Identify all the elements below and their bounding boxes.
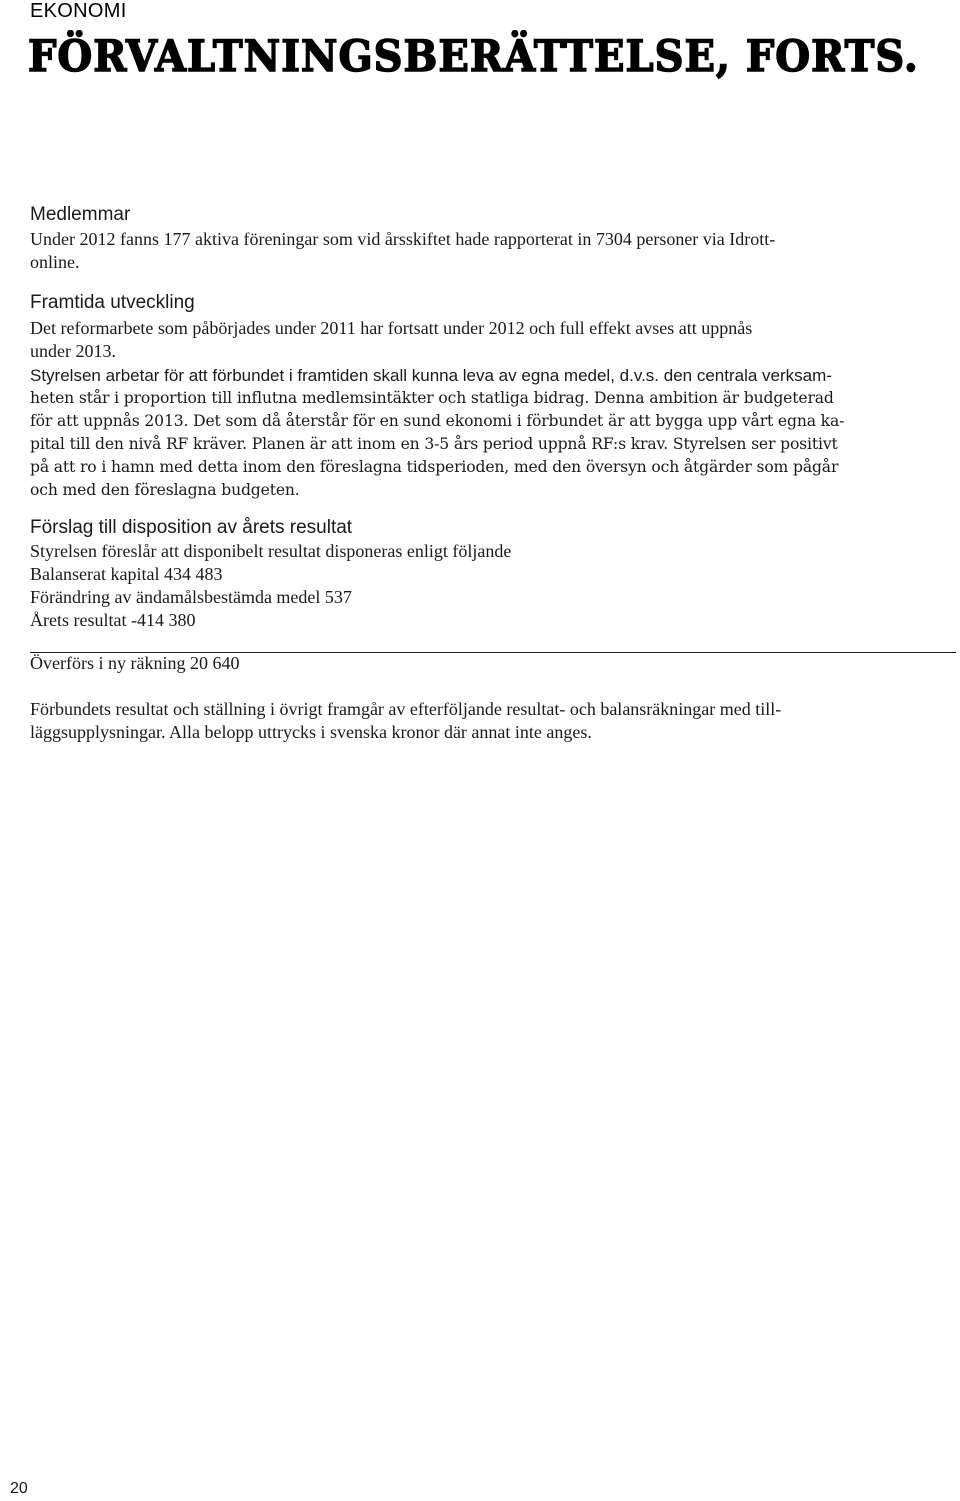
members-section <box>30 204 960 274</box>
members-heading: Medlemmar <box>30 204 131 225</box>
members-line: online. <box>30 252 80 272</box>
page-number: 20 <box>10 1480 28 1497</box>
disposition-intro: Styrelsen föreslår att disponibelt resultat disponeras enligt följande <box>30 541 512 561</box>
future-line: pital till den nivå RF kräver. Planen är att inom en 3-5 års period uppnå RF:s krav. Styrelsen ser positivt <box>30 435 838 453</box>
disposition-total <box>30 652 960 675</box>
future-line: och med den föreslagna budgeten. <box>30 481 300 499</box>
future-intro-line: under 2013. <box>30 341 116 361</box>
future-line: heten står i proportion till influtna medlemsintäkter och statliga bidrag. Denna ambition är budgeterad <box>30 389 834 407</box>
future-intro-line: Det reformarbete som påbörjades under 2011 har fortsatt under 2012 och full effekt avses att uppnås <box>30 318 753 338</box>
disposition-total-line: Överförs i ny räkning 20 640 <box>30 653 240 673</box>
future-paragraph <box>30 387 960 502</box>
future-section <box>30 292 960 502</box>
page-title: FÖRVALTNINGSBERÄTTELSE, FORTS. <box>28 31 919 82</box>
disposition-item: Balanserat kapital 434 483 <box>30 564 223 584</box>
future-heading: Framtida utveckling <box>30 292 195 313</box>
future-sans-line: Styrelsen arbetar för att förbundet i framtiden skall kunna leva av egna medel, d.v.s. den centrala verksam- <box>30 366 832 385</box>
closing-line: läggsupplysningar. Alla belopp uttrycks i svenska kronor där annat inte anges. <box>30 722 592 742</box>
future-line: för att uppnås 2013. Det som då återstår för en sund ekonomi i förbundet är att bygga upp vårt egna ka- <box>30 412 845 430</box>
disposition-list <box>30 563 960 632</box>
future-line: på att ro i hamn med detta inom den föreslagna tidsperioden, med den översyn och åtgärder som pågår <box>30 458 839 476</box>
members-line: Under 2012 fanns 177 aktiva föreningar som vid årsskiftet hade rapporterat in 7304 personer via Idrott- <box>30 229 776 249</box>
disposition-heading: Förslag till disposition av årets resultat <box>30 517 353 538</box>
disposition-item: Årets resultat -414 380 <box>30 610 196 630</box>
closing-paragraph <box>30 698 960 744</box>
future-intro-paragraph <box>30 317 960 363</box>
disposition-section <box>30 517 960 632</box>
members-paragraph <box>30 228 960 274</box>
section-label: EKONOMI <box>30 0 127 22</box>
closing-line: Förbundets resultat och ställning i övrigt framgår av efterföljande resultat- och balansräkningar med till- <box>30 699 782 719</box>
disposition-item: Förändring av ändamålsbestämda medel 537 <box>30 587 352 607</box>
closing-section <box>30 698 960 744</box>
